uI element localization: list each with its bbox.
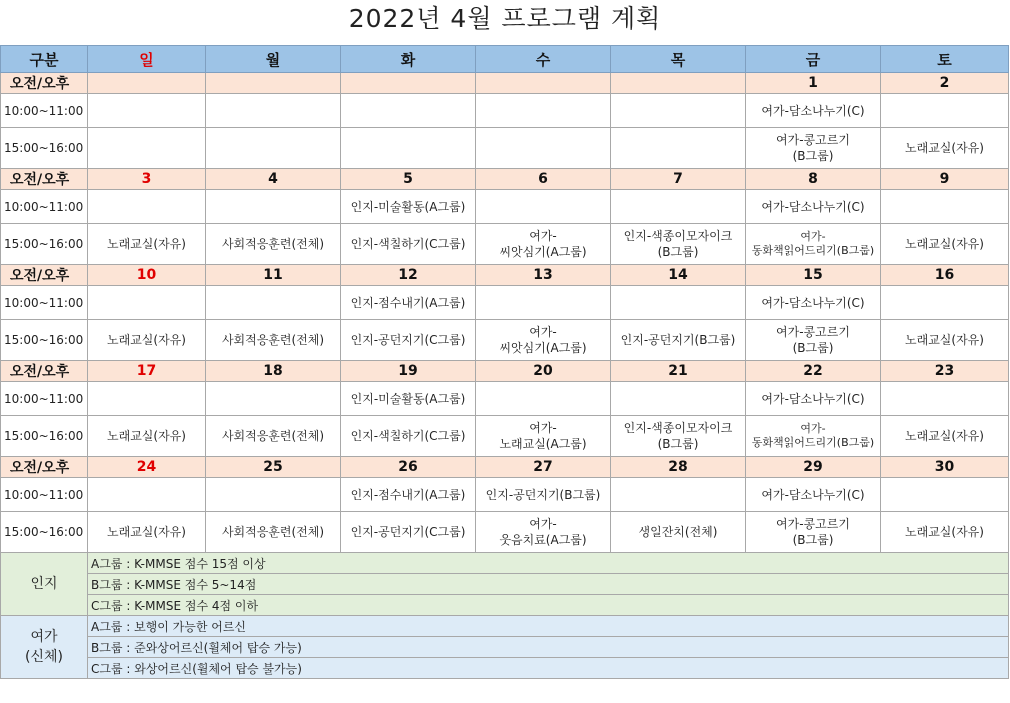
- schedule-cell-sun: [88, 478, 206, 512]
- time-slot-row-am: [1, 382, 1009, 416]
- date-cell-mon: 25: [206, 457, 341, 478]
- activity-text: 노래교실(자유): [107, 429, 186, 443]
- schedule-cell-mon: [206, 286, 341, 320]
- day-header-mon: 월: [206, 46, 341, 73]
- activity-text: 인지-색칠하기(C그룹): [350, 429, 466, 443]
- activity-text: 인지-공던지기(C그룹): [350, 333, 466, 347]
- period-label: 오전/오후: [1, 73, 88, 94]
- week-date-row: [1, 265, 1009, 286]
- activity-text: 여가-담소나누기(C): [761, 103, 865, 118]
- schedule-cell-wed: [476, 512, 611, 553]
- date-cell-wed: 6: [476, 169, 611, 190]
- schedule-cell-fri: [746, 224, 881, 265]
- date-cell-sun: 3: [88, 169, 206, 190]
- activity-text: 노래교실(자유): [107, 237, 186, 251]
- schedule-cell-tue: [341, 286, 476, 320]
- activity-text: 인지-색종이모자이크 (B그룹): [623, 421, 733, 451]
- activity-text: 여가-콩고르기 (B그룹): [776, 133, 850, 163]
- activity-text: 사회적응훈련(전체): [221, 237, 325, 251]
- legend-item: C그룹 : 와상어르신(휠체어 탑승 불가능): [88, 658, 1009, 679]
- date-cell-wed: [476, 73, 611, 94]
- legend-row: [1, 553, 1009, 574]
- date-cell-fri: 15: [746, 265, 881, 286]
- schedule-cell-thu: [611, 416, 746, 457]
- schedule-cell-wed: [476, 478, 611, 512]
- legend-item: A그룹 : 보행이 가능한 어르신: [88, 616, 1009, 637]
- date-cell-sat: 23: [881, 361, 1009, 382]
- time-slot-row-pm: [1, 416, 1009, 457]
- schedule-cell-tue: [341, 382, 476, 416]
- date-cell-fri: 8: [746, 169, 881, 190]
- schedule-cell-sat: [881, 128, 1009, 169]
- date-cell-wed: 13: [476, 265, 611, 286]
- activity-text: 생일잔치(전체): [638, 525, 718, 539]
- schedule-cell-sat: [881, 286, 1009, 320]
- schedule-cell-thu: [611, 286, 746, 320]
- day-header-tue: 화: [341, 46, 476, 73]
- schedule-cell-fri: [746, 190, 881, 224]
- activity-text: 인지-미술활동(A그룹): [350, 391, 466, 406]
- activity-text: 노래교실(자유): [107, 333, 186, 347]
- time-slot-row-pm: [1, 512, 1009, 553]
- day-header-sun: 일: [88, 46, 206, 73]
- schedule-cell-mon: [206, 416, 341, 457]
- legend-row: [1, 595, 1009, 616]
- date-cell-thu: 7: [611, 169, 746, 190]
- activity-text: 사회적응훈련(전체): [221, 333, 325, 347]
- schedule-cell-sun: [88, 512, 206, 553]
- date-cell-sun: 10: [88, 265, 206, 286]
- schedule-cell-sat: [881, 478, 1009, 512]
- legend-group-name: 인지: [1, 553, 88, 616]
- schedule-cell-mon: [206, 190, 341, 224]
- day-header-thu: 목: [611, 46, 746, 73]
- period-label: 오전/오후: [1, 265, 88, 286]
- time-label: 15:00~16:00: [1, 320, 88, 361]
- activity-text: 여가- 웃음치료(A그룹): [499, 517, 587, 547]
- legend-group-name: 여가 (신체): [1, 616, 88, 679]
- schedule-cell-wed: [476, 382, 611, 416]
- time-slot-row-am: [1, 190, 1009, 224]
- date-cell-fri: 1: [746, 73, 881, 94]
- time-label: 10:00~11:00: [1, 190, 88, 224]
- activity-text: 사회적응훈련(전체): [221, 429, 325, 443]
- schedule-cell-thu: [611, 128, 746, 169]
- schedule-cell-tue: [341, 94, 476, 128]
- schedule-cell-mon: [206, 512, 341, 553]
- time-label: 15:00~16:00: [1, 512, 88, 553]
- date-cell-sat: 30: [881, 457, 1009, 478]
- time-label: 10:00~11:00: [1, 478, 88, 512]
- activity-text: 인지-색종이모자이크 (B그룹): [623, 229, 733, 259]
- schedule-cell-sat: [881, 94, 1009, 128]
- schedule-cell-sat: [881, 224, 1009, 265]
- schedule-cell-sat: [881, 416, 1009, 457]
- schedule-cell-thu: [611, 512, 746, 553]
- schedule-cell-wed: [476, 190, 611, 224]
- date-cell-mon: 4: [206, 169, 341, 190]
- day-header-fri: 금: [746, 46, 881, 73]
- day-header-sat: 토: [881, 46, 1009, 73]
- schedule-cell-wed: [476, 224, 611, 265]
- schedule-cell-sun: [88, 382, 206, 416]
- schedule-cell-mon: [206, 320, 341, 361]
- activity-text: 여가- 노래교실(A그룹): [499, 421, 587, 451]
- legend-row: [1, 574, 1009, 595]
- date-cell-mon: 18: [206, 361, 341, 382]
- schedule-cell-sun: [88, 416, 206, 457]
- legend-item: B그룹 : 준와상어르신(휠체어 탑승 가능): [88, 637, 1009, 658]
- schedule-cell-tue: [341, 190, 476, 224]
- activity-text: 인지-공던지기(B그룹): [485, 487, 601, 502]
- schedule-cell-mon: [206, 94, 341, 128]
- schedule-cell-fri: [746, 94, 881, 128]
- schedule-cell-sat: [881, 512, 1009, 553]
- schedule-cell-wed: [476, 94, 611, 128]
- date-cell-tue: 5: [341, 169, 476, 190]
- schedule-cell-fri: [746, 286, 881, 320]
- schedule-cell-fri: [746, 320, 881, 361]
- date-cell-tue: [341, 73, 476, 94]
- time-label: 15:00~16:00: [1, 224, 88, 265]
- time-slot-row-pm: [1, 224, 1009, 265]
- week-date-row: [1, 361, 1009, 382]
- schedule-cell-sat: [881, 320, 1009, 361]
- schedule-cell-thu: [611, 478, 746, 512]
- time-slot-row-am: [1, 286, 1009, 320]
- schedule-cell-mon: [206, 382, 341, 416]
- activity-text: 여가- 동화책읽어드리기(B그룹): [751, 422, 875, 449]
- schedule-cell-sun: [88, 94, 206, 128]
- date-cell-tue: 19: [341, 361, 476, 382]
- date-cell-sat: 16: [881, 265, 1009, 286]
- schedule-cell-sun: [88, 286, 206, 320]
- date-cell-fri: 22: [746, 361, 881, 382]
- activity-text: 여가- 동화책읽어드리기(B그룹): [751, 230, 875, 257]
- activity-text: 여가- 씨앗심기(A그룹): [499, 229, 587, 259]
- schedule-cell-fri: [746, 128, 881, 169]
- time-slot-row-pm: [1, 128, 1009, 169]
- activity-text: 노래교실(자유): [107, 525, 186, 539]
- schedule-cell-tue: [341, 416, 476, 457]
- activity-text: 인지-색칠하기(C그룹): [350, 237, 466, 251]
- activity-text: 여가-콩고르기 (B그룹): [776, 325, 850, 355]
- date-cell-wed: 20: [476, 361, 611, 382]
- date-cell-fri: 29: [746, 457, 881, 478]
- activity-text: 인지-공던지기(C그룹): [350, 525, 466, 539]
- schedule-cell-sun: [88, 128, 206, 169]
- date-cell-thu: [611, 73, 746, 94]
- date-cell-mon: [206, 73, 341, 94]
- schedule-cell-fri: [746, 512, 881, 553]
- date-cell-thu: 14: [611, 265, 746, 286]
- schedule-cell-tue: [341, 478, 476, 512]
- period-label: 오전/오후: [1, 457, 88, 478]
- time-slot-row-am: [1, 478, 1009, 512]
- schedule-cell-tue: [341, 128, 476, 169]
- date-cell-sun: 17: [88, 361, 206, 382]
- week-date-row: [1, 457, 1009, 478]
- period-label: 오전/오후: [1, 361, 88, 382]
- week-date-row: [1, 169, 1009, 190]
- weekday-header-row: [1, 46, 1009, 73]
- date-cell-sat: 9: [881, 169, 1009, 190]
- schedule-table: [0, 45, 1009, 679]
- schedule-cell-wed: [476, 128, 611, 169]
- schedule-cell-wed: [476, 320, 611, 361]
- schedule-cell-mon: [206, 128, 341, 169]
- page-title: 2022년 4월 프로그램 계획: [348, 4, 662, 33]
- activity-text: 노래교실(자유): [905, 141, 984, 155]
- activity-text: 노래교실(자유): [905, 525, 984, 539]
- schedule-cell-mon: [206, 224, 341, 265]
- time-label: 10:00~11:00: [1, 382, 88, 416]
- activity-text: 여가-담소나누기(C): [761, 391, 865, 406]
- time-label: 10:00~11:00: [1, 286, 88, 320]
- week-date-row: [1, 73, 1009, 94]
- date-cell-wed: 27: [476, 457, 611, 478]
- schedule-cell-thu: [611, 94, 746, 128]
- schedule-cell-tue: [341, 224, 476, 265]
- date-cell-tue: 12: [341, 265, 476, 286]
- time-label: 10:00~11:00: [1, 94, 88, 128]
- date-cell-thu: 21: [611, 361, 746, 382]
- legend-item: B그룹 : K-MMSE 점수 5~14점: [88, 574, 1009, 595]
- schedule-cell-sat: [881, 382, 1009, 416]
- date-cell-sat: 2: [881, 73, 1009, 94]
- legend-row: [1, 616, 1009, 637]
- activity-text: 여가-담소나누기(C): [761, 487, 865, 502]
- activity-text: 인지-점수내기(A그룹): [350, 487, 466, 502]
- schedule-cell-sun: [88, 224, 206, 265]
- schedule-cell-sun: [88, 190, 206, 224]
- legend-row: [1, 658, 1009, 679]
- date-cell-sun: 24: [88, 457, 206, 478]
- activity-text: 인지-미술활동(A그룹): [350, 199, 466, 214]
- time-slot-row-pm: [1, 320, 1009, 361]
- legend-item: A그룹 : K-MMSE 점수 15점 이상: [88, 553, 1009, 574]
- schedule-cell-sun: [88, 320, 206, 361]
- time-label: 15:00~16:00: [1, 416, 88, 457]
- activity-text: 인지-공던지기(B그룹): [620, 333, 736, 347]
- date-cell-tue: 26: [341, 457, 476, 478]
- schedule-cell-wed: [476, 416, 611, 457]
- schedule-cell-thu: [611, 382, 746, 416]
- schedule-cell-fri: [746, 416, 881, 457]
- activity-text: 여가-콩고르기 (B그룹): [776, 517, 850, 547]
- schedule-cell-tue: [341, 512, 476, 553]
- schedule-cell-thu: [611, 190, 746, 224]
- activity-text: 사회적응훈련(전체): [221, 525, 325, 539]
- time-slot-row-am: [1, 94, 1009, 128]
- legend-item: C그룹 : K-MMSE 점수 4점 이하: [88, 595, 1009, 616]
- activity-text: 여가-담소나누기(C): [761, 295, 865, 310]
- schedule-cell-fri: [746, 382, 881, 416]
- activity-text: 노래교실(자유): [905, 429, 984, 443]
- time-label: 15:00~16:00: [1, 128, 88, 169]
- schedule-cell-mon: [206, 478, 341, 512]
- activity-text: 여가- 씨앗심기(A그룹): [499, 325, 587, 355]
- activity-text: 노래교실(자유): [905, 237, 984, 251]
- category-header: 구분: [1, 46, 88, 73]
- legend-row: [1, 637, 1009, 658]
- schedule-cell-tue: [341, 320, 476, 361]
- activity-text: 인지-점수내기(A그룹): [350, 295, 466, 310]
- schedule-cell-sat: [881, 190, 1009, 224]
- date-cell-thu: 28: [611, 457, 746, 478]
- activity-text: 노래교실(자유): [905, 333, 984, 347]
- date-cell-sun: [88, 73, 206, 94]
- schedule-cell-thu: [611, 224, 746, 265]
- schedule-cell-fri: [746, 478, 881, 512]
- schedule-cell-thu: [611, 320, 746, 361]
- activity-text: 여가-담소나누기(C): [761, 199, 865, 214]
- date-cell-mon: 11: [206, 265, 341, 286]
- schedule-cell-wed: [476, 286, 611, 320]
- day-header-wed: 수: [476, 46, 611, 73]
- period-label: 오전/오후: [1, 169, 88, 190]
